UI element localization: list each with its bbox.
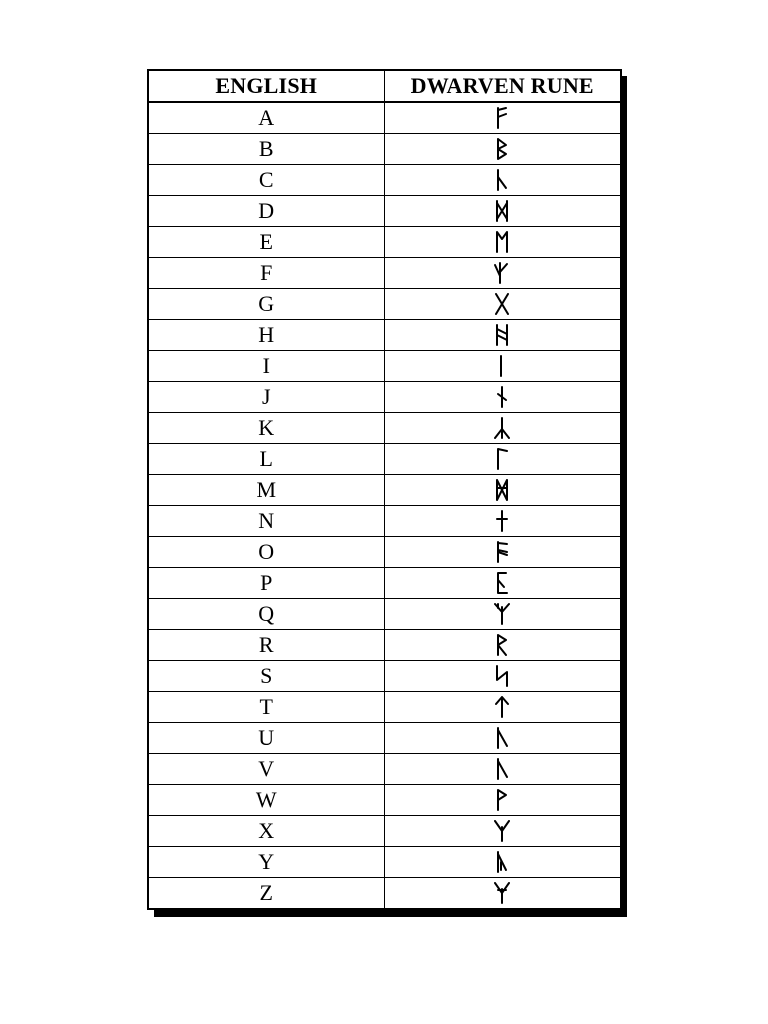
table-body — [148, 102, 621, 909]
rune-w-icon — [492, 788, 512, 812]
rune-table-container — [147, 69, 620, 910]
rune-o-icon — [492, 540, 512, 564]
table-row — [148, 723, 621, 754]
table-row — [148, 134, 621, 165]
rune-cell — [384, 413, 621, 444]
english-letter-cell: D — [148, 196, 384, 227]
english-letter-cell: M — [148, 475, 384, 506]
rune-cell — [384, 258, 621, 289]
rune-v-icon — [492, 757, 512, 781]
rune-cell — [384, 320, 621, 351]
rune-s-icon — [492, 664, 512, 688]
table-row — [148, 568, 621, 599]
rune-i-icon — [492, 354, 512, 378]
rune-k-icon — [492, 416, 512, 440]
table-row — [148, 413, 621, 444]
table-row — [148, 661, 621, 692]
rune-y-icon — [492, 850, 512, 874]
rune-f-icon — [492, 261, 512, 285]
rune-cell — [384, 847, 621, 878]
english-letter-cell: G — [148, 289, 384, 320]
table-row — [148, 475, 621, 506]
english-letter-cell: J — [148, 382, 384, 413]
table-row — [148, 289, 621, 320]
rune-n-icon — [492, 509, 512, 533]
english-letter-cell: Q — [148, 599, 384, 630]
rune-cell — [384, 754, 621, 785]
table-row — [148, 351, 621, 382]
english-letter-cell: E — [148, 227, 384, 258]
table-header-row — [148, 70, 621, 102]
rune-table — [147, 69, 622, 910]
table-row — [148, 878, 621, 910]
rune-a-icon — [492, 106, 512, 130]
rune-cell — [384, 568, 621, 599]
english-letter-cell: H — [148, 320, 384, 351]
rune-cell — [384, 475, 621, 506]
rune-cell — [384, 289, 621, 320]
rune-cell — [384, 661, 621, 692]
english-letter-cell: L — [148, 444, 384, 475]
rune-cell — [384, 599, 621, 630]
rune-cell — [384, 506, 621, 537]
table-row — [148, 785, 621, 816]
english-letter-cell: R — [148, 630, 384, 661]
english-letter-cell: K — [148, 413, 384, 444]
english-letter-cell: P — [148, 568, 384, 599]
table-row — [148, 692, 621, 723]
rune-column-header: DWARVEN RUNE — [384, 70, 621, 102]
rune-x-icon — [492, 819, 512, 843]
rune-cell — [384, 537, 621, 568]
table-row — [148, 537, 621, 568]
table-row — [148, 258, 621, 289]
rune-p-icon — [492, 571, 512, 595]
rune-cell — [384, 351, 621, 382]
english-letter-cell: Y — [148, 847, 384, 878]
english-letter-cell: S — [148, 661, 384, 692]
table-row — [148, 196, 621, 227]
english-letter-cell: A — [148, 102, 384, 134]
english-letter-cell: W — [148, 785, 384, 816]
english-letter-cell: Z — [148, 878, 384, 910]
rune-e-icon — [492, 230, 512, 254]
rune-cell — [384, 134, 621, 165]
english-letter-cell: I — [148, 351, 384, 382]
rune-cell — [384, 878, 621, 910]
english-letter-cell: X — [148, 816, 384, 847]
table-row — [148, 847, 621, 878]
rune-cell — [384, 785, 621, 816]
rune-cell — [384, 165, 621, 196]
rune-cell — [384, 630, 621, 661]
rune-cell — [384, 444, 621, 475]
english-letter-cell: U — [148, 723, 384, 754]
rune-m-icon — [492, 478, 512, 502]
rune-j-icon — [492, 385, 512, 409]
rune-r-icon — [492, 633, 512, 657]
rune-u-icon — [492, 726, 512, 750]
table-row — [148, 754, 621, 785]
english-letter-cell: N — [148, 506, 384, 537]
rune-l-icon — [492, 447, 512, 471]
table-row — [148, 816, 621, 847]
rune-cell — [384, 227, 621, 258]
english-letter-cell: F — [148, 258, 384, 289]
rune-b-icon — [492, 137, 512, 161]
english-letter-cell: O — [148, 537, 384, 568]
rune-cell — [384, 692, 621, 723]
table-row — [148, 227, 621, 258]
table-row — [148, 630, 621, 661]
english-column-header: ENGLISH — [148, 70, 384, 102]
rune-g-icon — [492, 292, 512, 316]
rune-t-icon — [492, 695, 512, 719]
rune-c-icon — [492, 168, 512, 192]
table-row — [148, 444, 621, 475]
table-row — [148, 320, 621, 351]
table-row — [148, 102, 621, 134]
rune-d-icon — [492, 199, 512, 223]
table-row — [148, 506, 621, 537]
rune-q-icon — [492, 602, 512, 626]
english-letter-cell: V — [148, 754, 384, 785]
rune-cell — [384, 816, 621, 847]
rune-z-icon — [492, 881, 512, 905]
rune-cell — [384, 382, 621, 413]
table-row — [148, 599, 621, 630]
table-row — [148, 165, 621, 196]
english-letter-cell: T — [148, 692, 384, 723]
table-row — [148, 382, 621, 413]
rune-cell — [384, 723, 621, 754]
rune-h-icon — [492, 323, 512, 347]
rune-cell — [384, 196, 621, 227]
english-letter-cell: B — [148, 134, 384, 165]
english-letter-cell: C — [148, 165, 384, 196]
rune-cell — [384, 102, 621, 134]
